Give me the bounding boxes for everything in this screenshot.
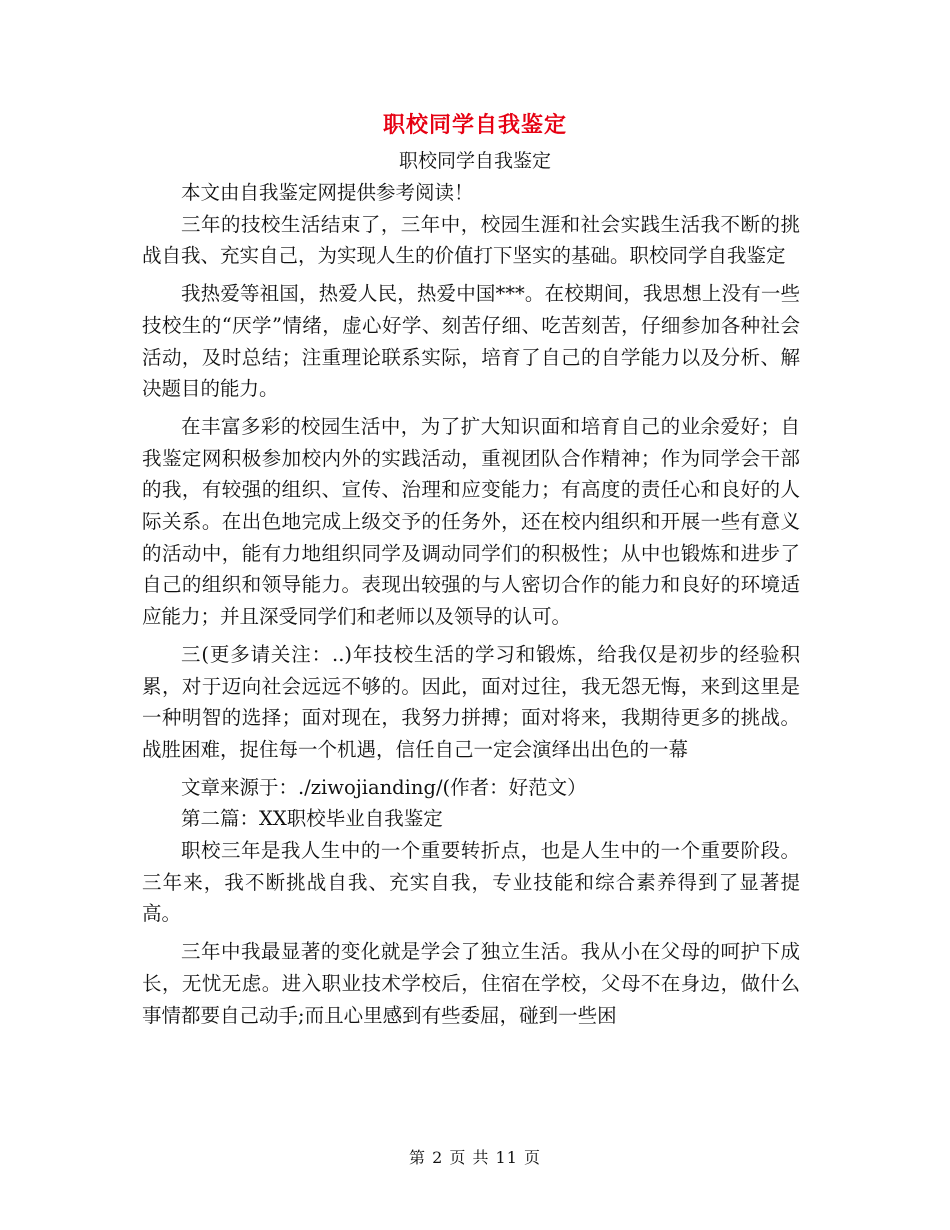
paragraph-intro: 本文由自我鉴定网提供参考阅读！ xyxy=(181,181,474,204)
document-subtitle: 职校同学自我鉴定 xyxy=(398,150,551,172)
paragraph: 三年中我最显著的变化就是学会了独立生活。我从小在父母的呵护下成长，无忧无虑。进入职业技术学校后，住宿在学校，父母不在身边，做什么事情都要自己动手;而且心里感到有些委屈，碰到一些困 xyxy=(142,940,800,1027)
document-title: 职校同学自我鉴定 xyxy=(382,112,567,138)
paragraph: 职校三年是我人生中的一个重要转折点，也是人生中的一个重要阶段。三年来，我不断挑战自我、充实自我，专业技能和综合素养得到了显著提高。 xyxy=(142,839,800,926)
paragraph: 三年的技校生活结束了，三年中，校园生涯和社会实践生活我不断的挑战自我、充实自己，为实现人生的价值打下坚实的基础。职校同学自我鉴定 xyxy=(142,212,800,268)
document-body xyxy=(142,177,800,1037)
paragraph-source: 文章来源于：./ziwojianding/(作者：好范文） xyxy=(181,775,587,799)
paragraph: 我热爱等祖国，热爱人民，热爱中国***。在校期间，我思想上没有一些技校生的“厌学”情绪，虚心好学、刻苦仔细、吃苦刻苦，仔细参加各种社会活动，及时总结；注重理论联系实际，培育了自己的自学能力以及分析、解决题目的能力。 xyxy=(142,282,800,401)
paragraph: 三(更多请关注：..)年技校生活的学习和锻炼，给我仅是初步的经验积累，对于迈向社会远远不够的。因此，面对过往，我无怨无悔，来到这里是一种明智的选择；面对现在，我努力拼搏；面对将来，我期待更多的挑战。战胜困难，捉住每一个机遇，信任自己一定会演绎出出色的一幕 xyxy=(142,642,800,761)
page-number: 第 2 页 共 11 页 xyxy=(409,1148,541,1167)
section-heading: 第二篇：XX职校毕业自我鉴定 xyxy=(181,807,443,831)
paragraph: 在丰富多彩的校园生活中，为了扩大知识面和培育自己的业余爱好；自我鉴定网积极参加校内外的实践活动，重视团队合作精神；作为同学会干部的我，有较强的组织、宣传、治理和应变能力；有高度的责任心和良好的人际关系。在出色地完成上级交予的任务外，还在校内组织和开展一些有意义的活动中，能有力地组织同学及调动同学们的积极性；从中也锻炼和进步了自己的组织和领导能力。表现出较强的与人密切合作的能力和良好的环境适应能力；并且深受同学们和老师以及领导的认可。 xyxy=(142,414,800,629)
